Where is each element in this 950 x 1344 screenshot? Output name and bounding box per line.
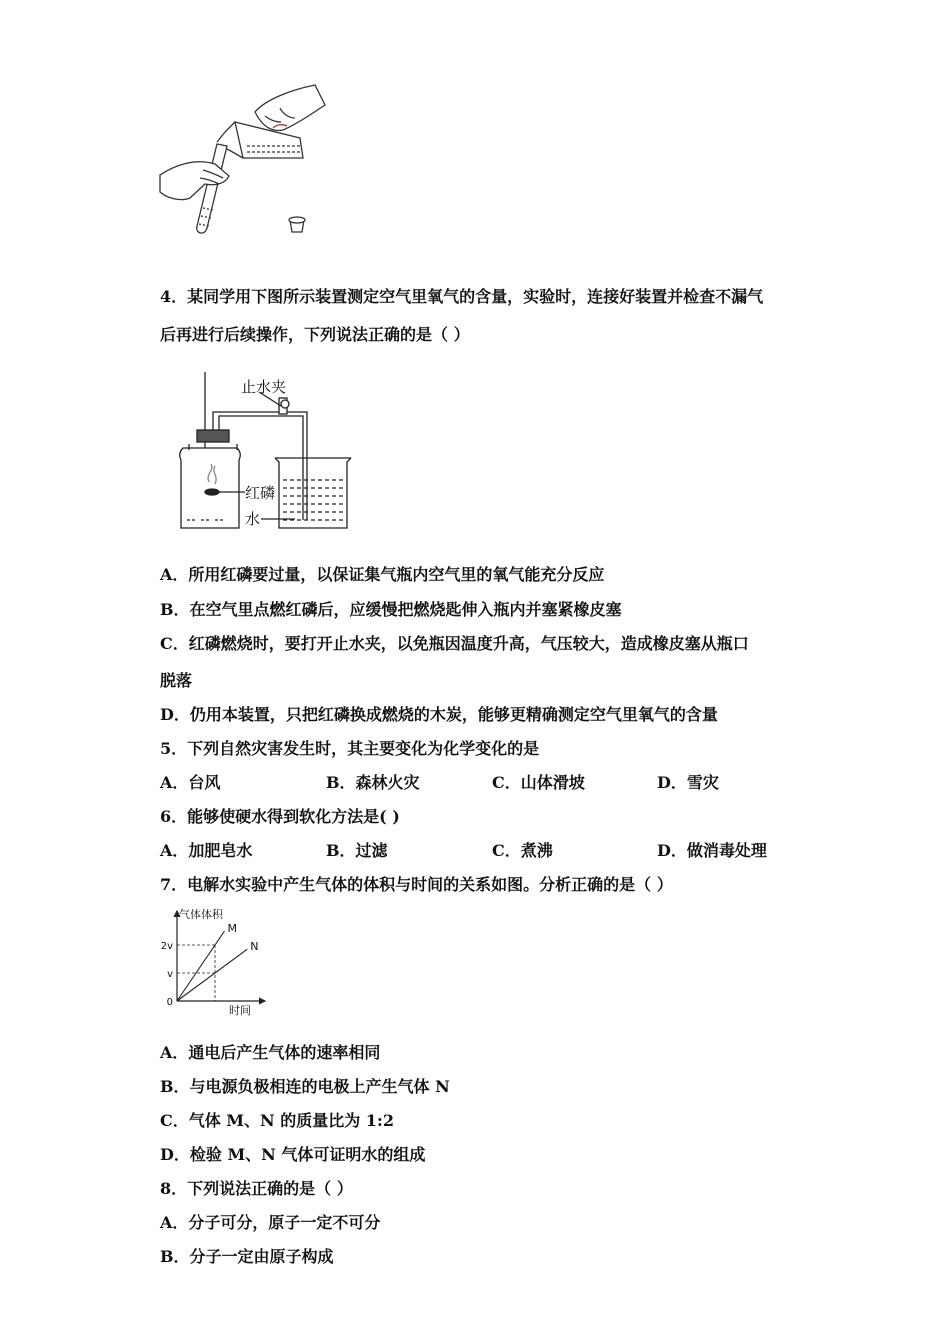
y-tick-label: 2v	[160, 941, 173, 952]
y-tick-label: 0	[166, 997, 173, 1008]
q7-option-a: A．通电后产生气体的速率相同	[160, 1043, 381, 1062]
q6-option-b: B．过滤	[326, 841, 388, 860]
pouring-liquid-figure	[155, 80, 330, 245]
q7-option-c: C．气体 M、N 的质量比为 1:2	[160, 1111, 394, 1130]
series-label-n: N	[250, 940, 259, 954]
q8-option-a: A．分子可分，原子一定不可分	[160, 1213, 381, 1232]
series-line-n	[177, 949, 247, 1001]
q6-option-a: A．加肥皂水	[160, 841, 253, 860]
q4-option-a: A．所用红磷要过量，以保证集气瓶内空气里的氧气能充分反应	[160, 565, 605, 584]
q5-stem: 5．下列自然灾害发生时，其主要变化为化学变化的是	[160, 739, 540, 758]
q7-option-d: D．检验 M、N 气体可证明水的组成	[160, 1145, 426, 1164]
y-axis-label: 气体体积	[179, 908, 223, 921]
q4-stem-line1: 4．某同学用下图所示装置测定空气里氧气的含量，实验时，连接好装置并检查不漏气	[160, 287, 764, 306]
gas-volume-time-chart	[155, 905, 275, 1020]
q4-option-c-line2: 脱落	[160, 671, 193, 690]
q8-option-b: B．分子一定由原子构成	[160, 1247, 334, 1266]
q4-option-b: B．在空气里点燃红磷后，应缓慢把燃烧匙伸入瓶内并塞紧橡皮塞	[160, 600, 622, 619]
q7-stem: 7．电解水实验中产生气体的体积与时间的关系如图。分析正确的是（ ）	[160, 875, 673, 894]
q5-option-b: B．森林火灾	[326, 773, 420, 792]
q5-option-c: C．山体滑坡	[492, 773, 585, 792]
q4-option-d: D．仍用本装置，只把红磷换成燃烧的木炭，能够更精确测定空气里氧气的含量	[160, 705, 718, 724]
series-line-m	[177, 931, 225, 1001]
label-clamp: 止水夹	[241, 378, 287, 396]
label-water: 水	[245, 510, 261, 528]
label-phosphorus: 红磷	[245, 484, 276, 502]
oxygen-measurement-apparatus	[175, 370, 365, 535]
q6-option-d: D．做消毒处理	[657, 841, 767, 860]
q6-option-c: C．煮沸	[492, 841, 553, 860]
series-label-m: M	[227, 922, 237, 935]
q7-option-b: B．与电源负极相连的电极上产生气体 N	[160, 1077, 450, 1096]
q5-option-d: D．雪灾	[657, 773, 719, 792]
q4-stem-line2: 后再进行后续操作，下列说法正确的是（ ）	[160, 325, 470, 344]
q8-stem: 8．下列说法正确的是（ ）	[160, 1179, 353, 1198]
q5-option-a: A．台风	[160, 773, 221, 792]
y-tick-label: v	[167, 969, 173, 980]
q6-stem: 6．能够使硬水得到软化方法是( )	[160, 807, 400, 826]
q4-option-c-line1: C．红磷燃烧时，要打开止水夹，以免瓶因温度升高，气压较大，造成橡皮塞从瓶口	[160, 634, 749, 653]
x-axis-label: 时间	[229, 1004, 251, 1017]
